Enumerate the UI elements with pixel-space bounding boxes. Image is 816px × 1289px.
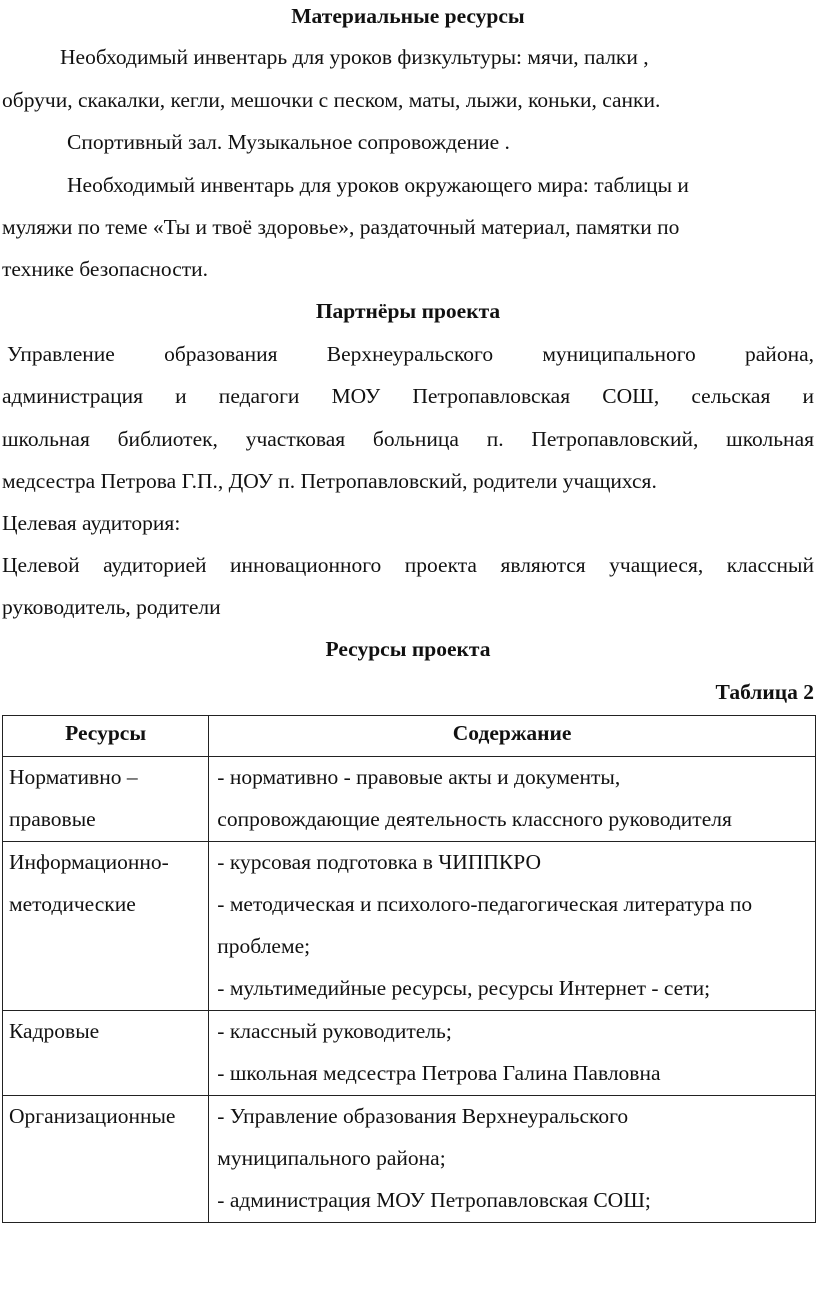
partners-line: школьная библиотек, участковая больница п. Петропавловский, школьная [2,427,814,451]
resource-type-cell: Нормативно – правовые [3,757,209,842]
resource-type-cell: Информационно- методические [3,842,209,1011]
paragraph-line: муляжи по теме «Ты и твоё здоровье», раздаточный материал, памятки по [2,215,680,239]
partners-line: Управление образования Верхнеуральского муниципального района, [7,342,814,366]
resource-type-cell: Кадровые [3,1011,209,1096]
material-resources-title: Материальные ресурсы [291,4,525,28]
resource-content-cell: - курсовая подготовка в ЧИППКРО - методическая и психолого-педагогическая литература по проблеме; - мультимедийные ресурсы, ресурсы Интернет - сети; [209,842,816,1011]
resources-table [2,715,816,1223]
partners-title: Партнёры проекта [315,299,501,323]
audience-line: Целевой аудиторией инновационного проекта являются учащиеся, классный [2,553,814,577]
resource-content-cell: - нормативно - правовые акты и документы, сопровождающие деятельность классного руководителя [209,757,816,842]
header-content: Содержание [209,716,816,757]
table-row [3,1096,816,1223]
paragraph-line: технике безопасности. [2,257,209,281]
resource-content-cell: - Управление образования Верхнеуральского муниципального района; - администрация МОУ Петропавловская СОШ; [209,1096,816,1223]
partners-line: медсестра Петрова Г.П., ДОУ п. Петропавловский, родители учащихся. [2,469,657,493]
header-resources: Ресурсы [3,716,209,757]
paragraph-line: Необходимый инвентарь для уроков физкультуры: мячи, палки , [60,45,649,69]
resource-content-cell: - классный руководитель; - школьная медсестра Петрова Галина Павловна [209,1011,816,1096]
table-header-row [3,716,816,757]
table-row [3,757,816,842]
paragraph-line: обручи, скакалки, кегли, мешочки с песком, маты, лыжи, коньки, санки. [2,88,661,112]
table-row [3,1011,816,1096]
resources-title: Ресурсы проекта [325,637,491,661]
paragraph-line: Необходимый инвентарь для уроков окружающего мира: таблицы и [67,173,689,197]
table-row [3,842,816,1011]
audience-label: Целевая аудитория: [2,511,181,535]
audience-line: руководитель, родители [2,595,221,619]
partners-line: администрация и педагоги МОУ Петропавловская СОШ, сельская и [2,384,814,408]
resource-type-cell: Организационные [3,1096,209,1223]
table-label: Таблица 2 [715,680,814,704]
paragraph-line: Спортивный зал. Музыкальное сопровождение . [67,130,510,154]
